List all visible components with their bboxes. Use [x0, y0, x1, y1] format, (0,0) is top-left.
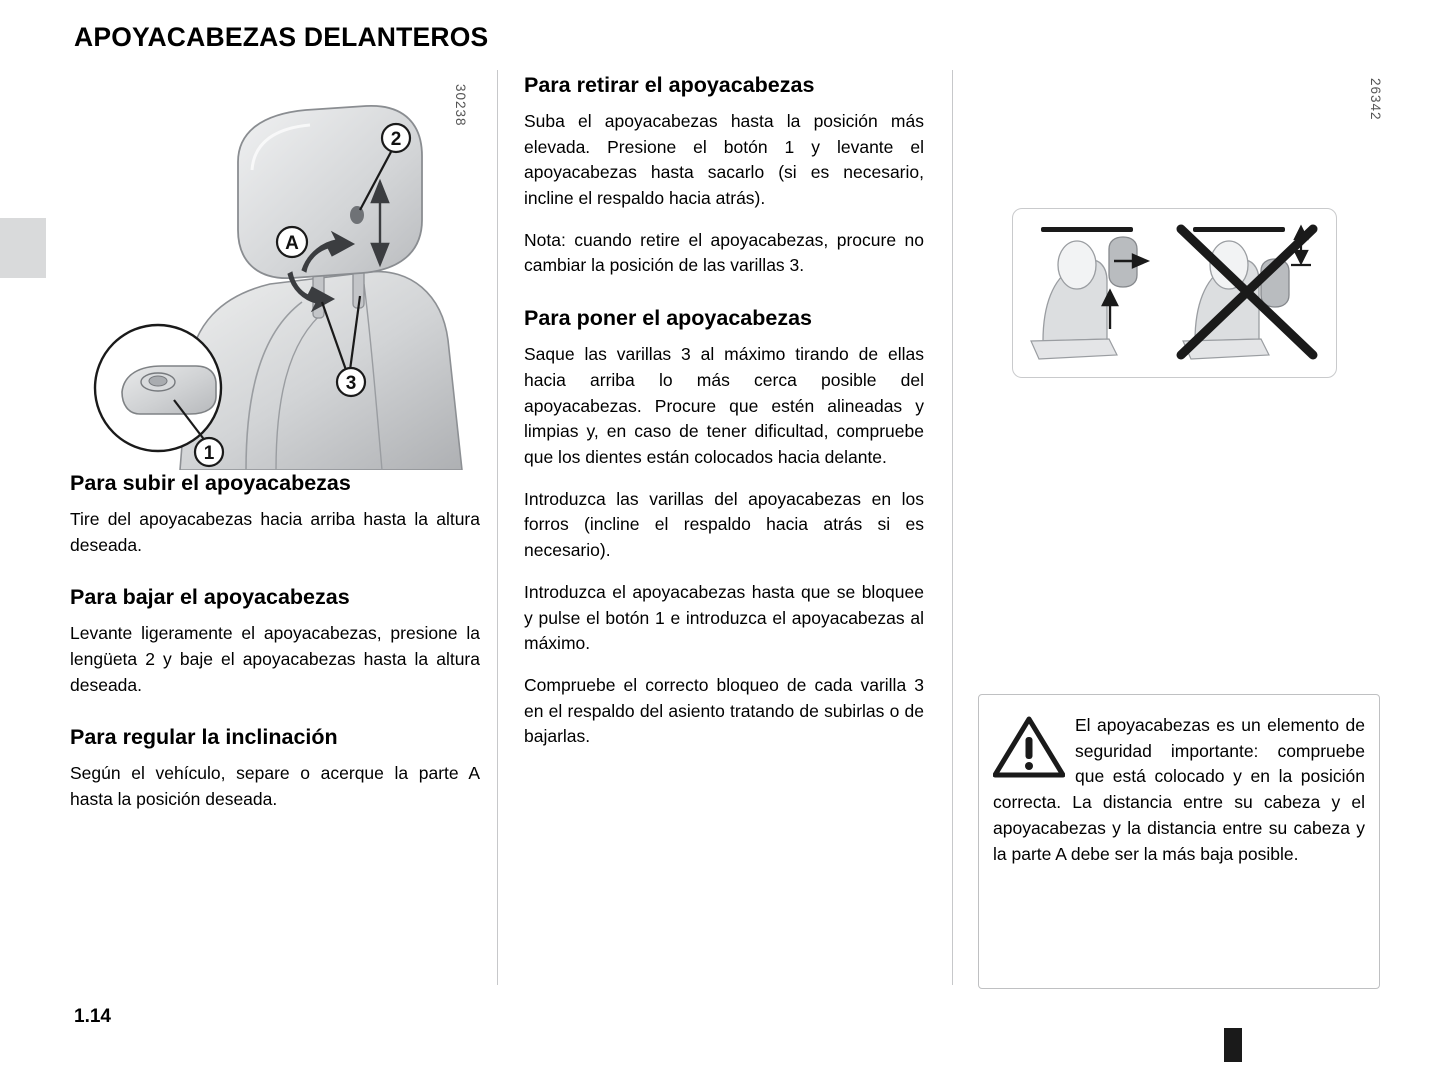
- heading-poner: Para poner el apoyacabezas: [524, 306, 813, 331]
- page-bottom-marker: [1224, 1028, 1242, 1062]
- text-retirar-1: Suba el apoyacabezas hasta la posición más elevada. Presione el botón 1 y levante el apoyacabezas hasta sacarlo (si es necesario, incline el respaldo hacia atrás).: [524, 110, 924, 209]
- safety-warning-text: El apoyacabezas es un elemento de seguridad importante: compruebe que está colocado y en la posición correcta. La distancia entre su cabeza y el apoyacabezas y la distancia entre su cabeza y la parte A debe ser la más baja posible.: [993, 715, 1365, 864]
- page-title: APOYACABEZAS DELANTEROS: [74, 22, 489, 52]
- column-divider-2: [952, 70, 953, 985]
- heading-subir: Para subir el apoyacabezas: [70, 471, 351, 495]
- svg-text:2: 2: [390, 129, 402, 150]
- column-divider-1: [497, 70, 498, 985]
- text-inclinacion: Según el vehículo, separe o acerque la parte A hasta la posición deseada.: [70, 763, 480, 809]
- warning-triangle-icon: [993, 715, 1065, 779]
- figure-code-warning: 26342: [1368, 78, 1383, 121]
- section-inclinacion: [70, 724, 480, 812]
- text-poner-1: Saque las varillas 3 al máximo tirando de ellas hacia arriba lo más cerca posible del apoyacabezas. Procure que estén alineadas y limpias y, en caso de tener dificultad, compruebe que los dientes están colocados hacia delante.: [524, 344, 924, 467]
- text-subir: Tire del apoyacabezas hacia arriba hasta la altura deseada.: [70, 508, 480, 555]
- text-poner-2: Introduzca las varillas del apoyacabezas en los forros (incline el respaldo hacia atrás si es necesario).: [524, 488, 924, 561]
- column-1: [70, 70, 480, 839]
- page-number: 1.14: [74, 1006, 111, 1027]
- figure-code-seat: 30238: [453, 84, 468, 127]
- text-poner-3: Introduzca el apoyacabezas hasta que se bloquee y pulse el botón 1 e introduzca el apoyacabezas al máximo.: [524, 581, 924, 654]
- safety-warning-box: [978, 694, 1380, 989]
- section-bajar: [70, 584, 480, 698]
- position-illustration: [1013, 209, 1334, 375]
- seat-illustration: [70, 70, 480, 470]
- svg-text:A: A: [285, 233, 299, 254]
- text-retirar-nota: Nota: cuando retire el apoyacabezas, procure no cambiar la posición de las varillas 3.: [524, 229, 924, 276]
- svg-text:3: 3: [345, 373, 357, 394]
- section-retirar: [524, 72, 924, 279]
- heading-bajar: Para bajar el apoyacabezas: [70, 585, 350, 610]
- section-poner: [524, 305, 924, 750]
- column-2: [524, 72, 924, 776]
- text-poner-4: Compruebe el correcto bloqueo de cada varilla 3 en el respaldo del asiento tratando de subirlas o de bajarlas.: [524, 674, 924, 747]
- seat-headrest-figure: [70, 70, 480, 470]
- text-bajar: Levante ligeramente el apoyacabezas, presione la lengüeta 2 y baje el apoyacabezas hasta la altura deseada.: [70, 623, 480, 695]
- heading-retirar: Para retirar el apoyacabezas: [524, 73, 815, 97]
- svg-text:1: 1: [203, 443, 215, 464]
- chapter-tab-marker: [0, 218, 46, 278]
- headrest-position-figure: [1012, 208, 1337, 378]
- heading-inclinacion: Para regular la inclinación: [70, 725, 338, 750]
- section-subir: [70, 470, 480, 558]
